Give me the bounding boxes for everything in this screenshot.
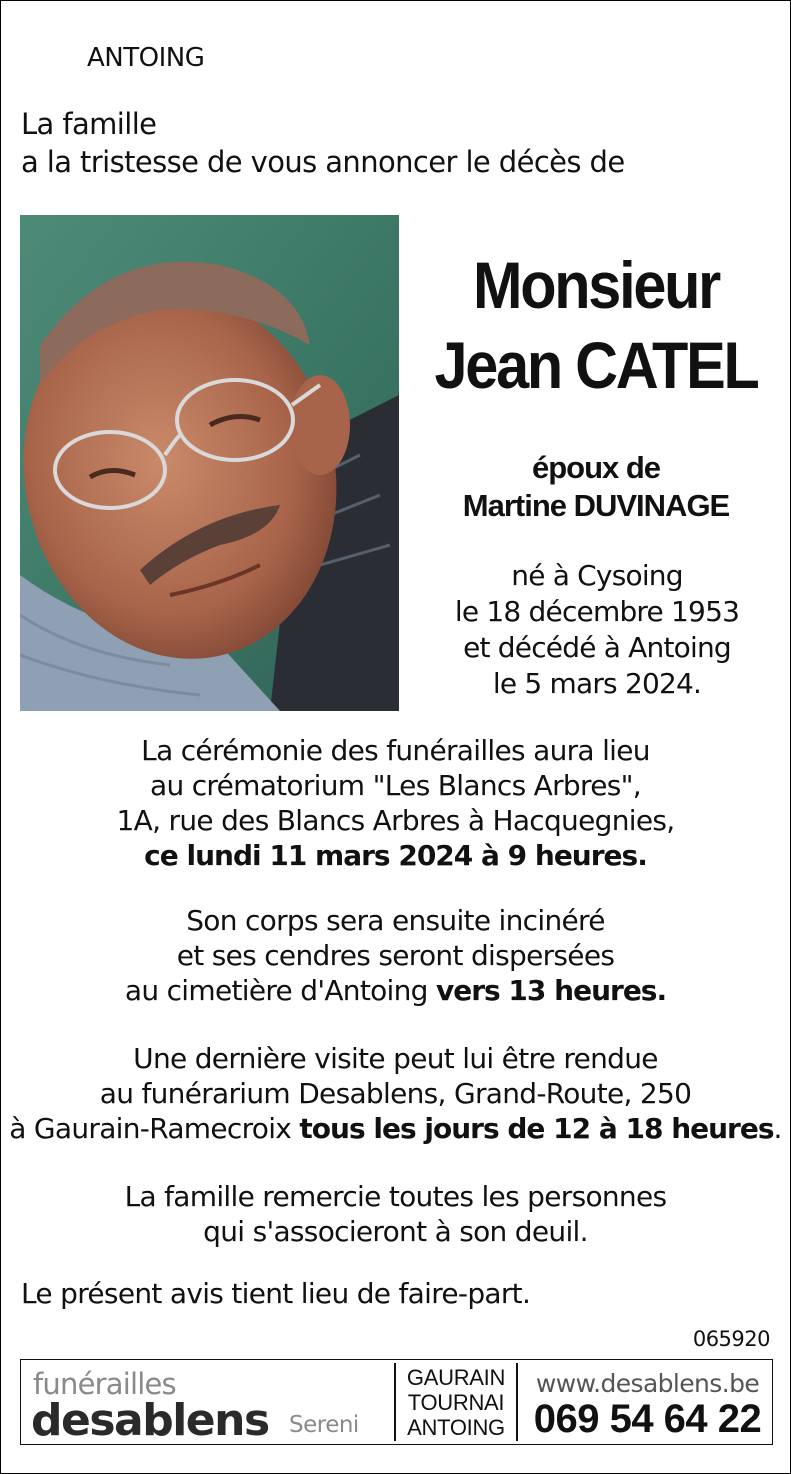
intro-line-1: La famille	[21, 107, 157, 141]
notice-text: Le présent avis tient lieu de faire-part.	[21, 1277, 531, 1310]
deceased-full-name: Jean CATEL	[434, 328, 758, 402]
death-line-1: et décédé à Antoing	[463, 631, 731, 664]
town-heading: ANTOING	[87, 43, 205, 73]
cremation-paragraph	[1, 903, 790, 1008]
thanks-paragraph	[1, 1179, 790, 1249]
birth-line-2: le 18 décembre 1953	[454, 595, 740, 628]
ceremony-line-3: 1A, rue des Blancs Arbres à Hacquegnies,	[116, 804, 675, 837]
footer-town-3: ANTOING	[407, 1415, 505, 1440]
intro-line-2: a la tristesse de vous annoncer le décès de	[21, 145, 625, 179]
cremation-line-1: Son corps sera ensuite incinéré	[186, 904, 605, 937]
spouse-prefix: époux de	[531, 450, 661, 485]
visit-line-end: .	[773, 1112, 782, 1145]
website-link[interactable]: www.desablens.be	[535, 1369, 760, 1398]
spouse-name: Martine DUVINAGE	[462, 488, 730, 523]
footer-town-1: GAURAIN	[406, 1365, 506, 1390]
birth-line-1: né à Cysoing	[511, 559, 683, 592]
visit-paragraph	[1, 1041, 790, 1146]
brand-tagline: funérailles	[33, 1367, 176, 1401]
ceremony-line-2: au crématorium "Les Blancs Arbres",	[150, 769, 641, 802]
phone-number[interactable]: 069 54 64 22	[533, 1397, 762, 1441]
thanks-line-2: qui s'associeront à son deuil.	[203, 1215, 588, 1248]
ceremony-paragraph	[1, 733, 790, 873]
thanks-line-1: La famille remercie toutes les personnes	[124, 1180, 667, 1213]
brand-sub-label: Sereni	[289, 1412, 359, 1438]
death-line-2: le 5 mars 2024.	[492, 667, 702, 700]
visit-hours: tous les jours de 12 à 18 heures	[299, 1112, 774, 1145]
visit-line-2: au funérarium Desablens, Grand-Route, 250	[99, 1077, 692, 1110]
ceremony-line-1: La cérémonie des funérailles aura lieu	[141, 734, 650, 767]
visit-line-3: à Gaurain-Ramecroix	[9, 1112, 292, 1145]
deceased-name	[425, 245, 767, 405]
cremation-line-3: au cimetière d'Antoing	[124, 974, 428, 1007]
footer-divider	[516, 1363, 518, 1441]
cremation-line-2: et ses cendres seront dispersées	[176, 939, 615, 972]
birth-death-info	[421, 558, 773, 702]
portrait-image	[20, 215, 399, 711]
deceased-title: Monsieur	[472, 248, 720, 322]
footer-divider	[394, 1363, 396, 1441]
brand-logo-text: desablens	[31, 1395, 269, 1446]
portrait-photo	[20, 215, 399, 711]
reference-number: 065920	[692, 1327, 770, 1351]
footer-town-2: TOURNAI	[407, 1390, 505, 1415]
spouse-info	[406, 449, 786, 525]
ceremony-date: ce lundi 11 mars 2024 à 9 heures.	[144, 839, 647, 872]
intro-text	[21, 105, 625, 181]
footer-towns	[403, 1365, 509, 1440]
visit-line-1: Une dernière visite peut lui être rendue	[133, 1042, 658, 1075]
cremation-time: vers 13 heures.	[435, 974, 667, 1007]
